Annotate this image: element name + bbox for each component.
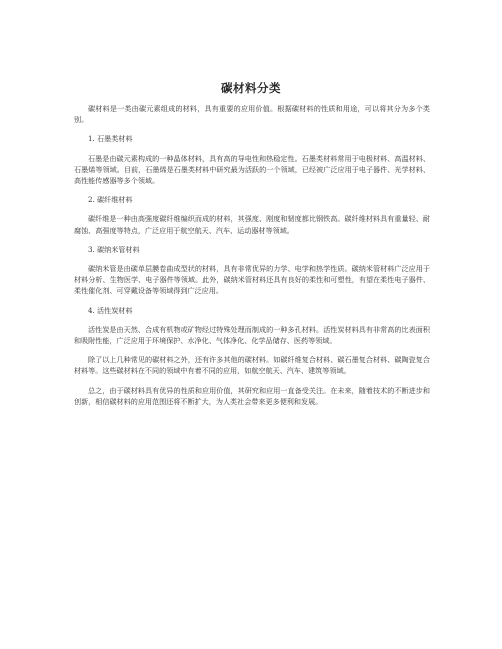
section-body-activated-carbon: 活性炭是由天然、合成有机物或矿物经过特殊处理而制成的一种多孔材料。活性炭材料具有非常高的比表面积和吸附性能，广泛应用于环境保护、水净化、气体净化、化学品储存、医药等领域。	[74, 324, 430, 346]
section-heading-graphite: 1. 石墨类材料	[88, 134, 133, 144]
section-body-carbon-nanotube: 碳纳米管是由碳单层膜卷曲成型状的材料，具有非常优异的力学、电学和热学性质。碳纳米管材料广泛应用于材料分析、生物医学、电子器件等领域。此外，碳纳米管材料还具有良好的柔性和可塑性，有望在柔性电子器件、柔性催化剂、可穿戴设备等领域得到广泛应用。	[74, 264, 430, 296]
intro-paragraph: 碳材料是一类由碳元素组成的材料，具有重要的应用价值。根据碳材料的性质和用途，可以将其分为多个类别。	[74, 104, 430, 125]
other-materials-paragraph: 除了以上几种常见的碳材料之外，还有许多其他的碳材料。如碳纤维复合材料、碳石墨复合材料、碳陶瓷复合材料等。这些碳材料在不同的领域中有着不同的应用，如航空航天、汽车、建筑等领域。	[74, 355, 430, 376]
section-heading-activated-carbon: 4. 活性炭材料	[88, 305, 133, 315]
summary-paragraph: 总之，由于碳材料具有优异的性质和应用价值，其研究和应用一直备受关注。在未来，随着技术的不断进步和创新，相信碳材料的应用范围还将不断扩大，为人类社会带来更多便利和发展。	[74, 385, 430, 406]
document-body	[74, 103, 430, 415]
section-heading-carbon-fiber: 2. 碳纤维材料	[88, 195, 133, 205]
section-body-graphite: 石墨是由碳元素构成的一种晶体材料，具有高的导电性和热稳定性。石墨类材料常用于电极材料、高温材料、石墨烯等领域。目前，石墨烯是石墨类材料中研究最为活跃的一个领域，已经被广泛应用于电子器件、光学材料、高性能传感器等多个领域。	[74, 153, 430, 186]
document-title: 碳材料分类	[221, 81, 281, 95]
section-body-carbon-fiber: 碳纤维是一种由高强度碳纤维编织而成的材料，其强度、刚度和韧度都比钢铁高。碳纤维材料具有重量轻、耐腐蚀、高强度等特点，广泛应用于航空航天、汽车、运动器材等领域。	[74, 214, 430, 235]
section-heading-carbon-nanotube: 3. 碳纳米管材料	[88, 244, 140, 254]
